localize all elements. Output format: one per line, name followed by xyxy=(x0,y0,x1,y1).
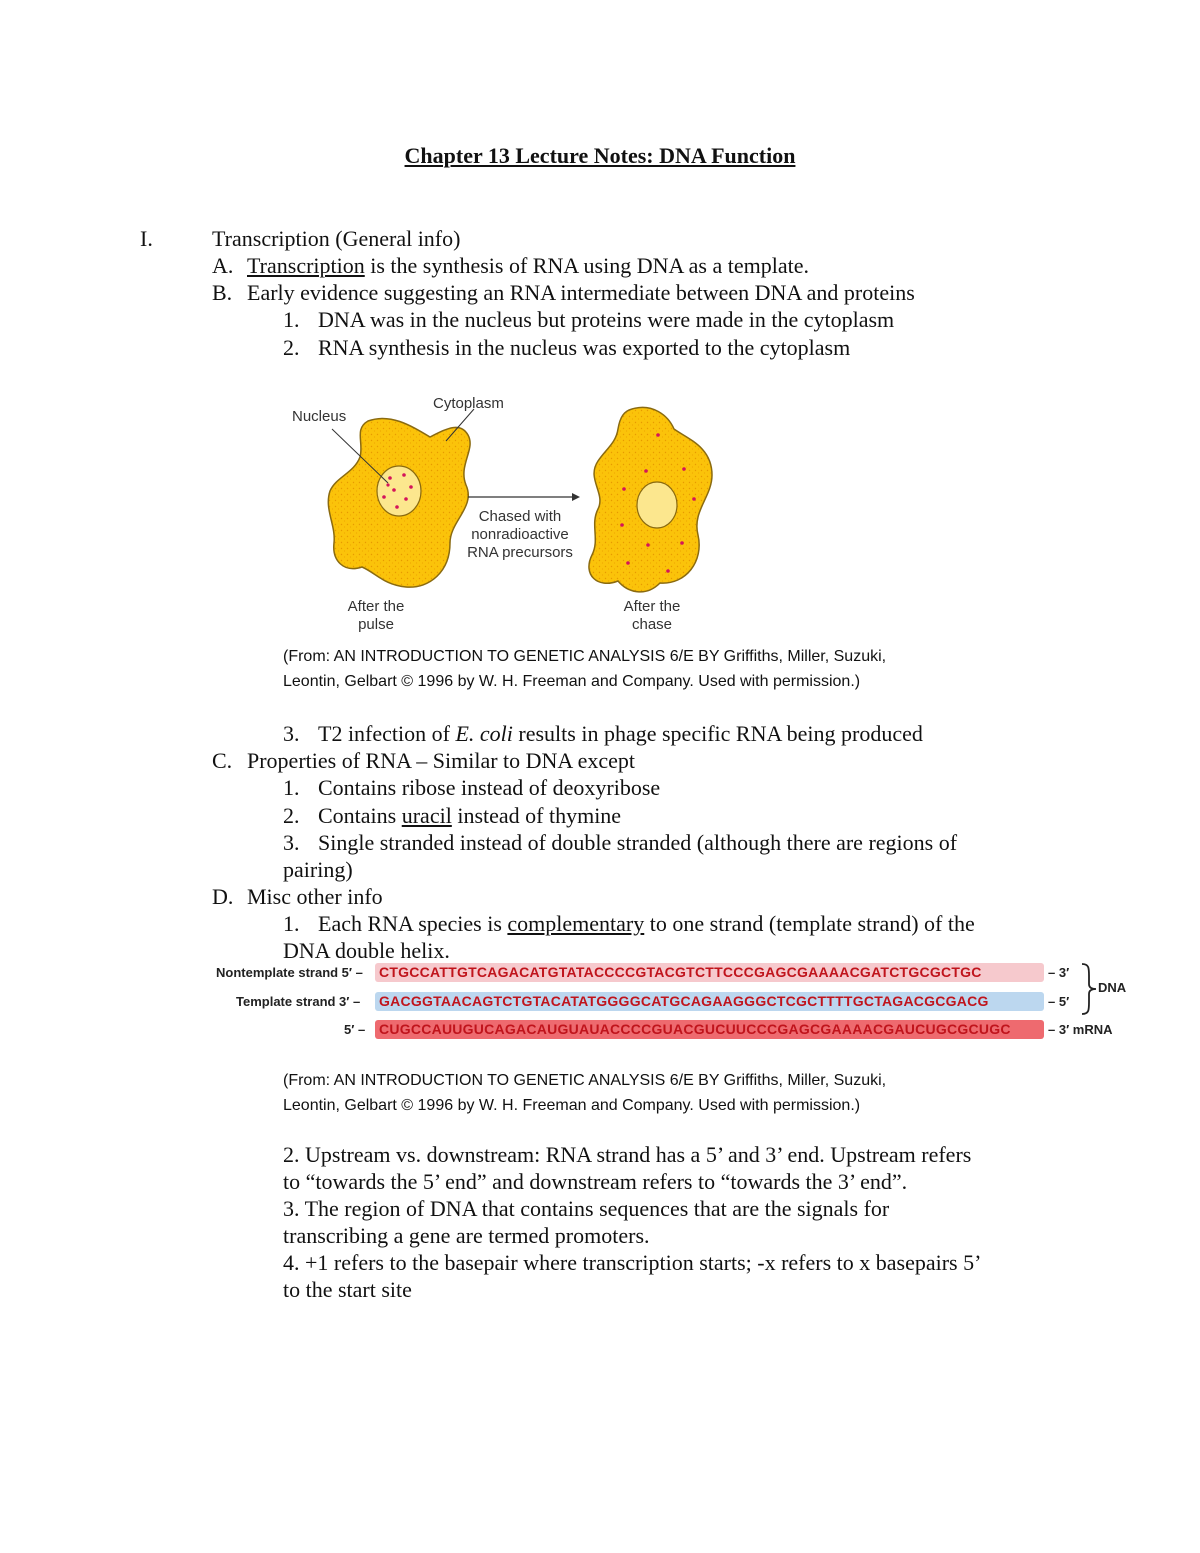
template-strand-end: – 5′ xyxy=(1048,994,1070,1009)
sub-b2-text: RNA synthesis in the nucleus was exported to the cytoplasm xyxy=(318,335,851,360)
sub-number: 1. xyxy=(283,307,300,332)
sub-number: 2. xyxy=(283,803,300,828)
template-strand-sequence: GACGGTAACAGTCTGTACATATGGGGCATGCAGAAGGGCTCGCTTTTGCTAGACGCGACG xyxy=(375,992,1044,1011)
sub-d1-line-1 xyxy=(318,910,975,937)
item-a-rest: is the synthesis of RNA using DNA as a template. xyxy=(364,253,809,278)
sub-c3-line-2: pairing) xyxy=(283,857,353,882)
sub-b1-text: DNA was in the nucleus but proteins were made in the cytoplasm xyxy=(318,307,895,332)
term-uracil: uracil xyxy=(401,803,452,828)
mrna-sequence: CUGCCAUUGUCAGACAUGUAUACCCCGUACGUCUUCCCGAGCGAAAACGAUCUGCGCUGC xyxy=(375,1020,1044,1039)
left-nucleus xyxy=(377,466,421,516)
d1-post: to one strand (template strand) of the xyxy=(644,911,975,936)
label-cytoplasm: Cytoplasm xyxy=(433,395,504,412)
sub-c1-text: Contains ribose instead of deoxyribose xyxy=(318,775,661,800)
e-coli-term: E. coli xyxy=(455,721,513,746)
item-a-text xyxy=(247,252,809,279)
template-strand-label: Template strand 3′ – xyxy=(236,994,361,1009)
item-b-text: Early evidence suggesting an RNA intermediate between DNA and proteins xyxy=(247,280,915,305)
sub-d2-line-1: 2. Upstream vs. downstream: RNA strand has a 5’ and 3’ end. Upstream refers xyxy=(283,1142,972,1167)
arrow-label-3: RNA precursors xyxy=(467,544,573,561)
right-caption-2: chase xyxy=(631,616,673,633)
section-number: I. xyxy=(140,226,153,251)
sub-b3-text xyxy=(318,720,923,747)
sub-c2-text xyxy=(318,802,621,829)
right-caption-1: After the xyxy=(623,598,681,615)
figure-credit-1-line-1: (From: AN INTRODUCTION TO GENETIC ANALYSIS 6/E BY Griffiths, Miller, Suzuki, xyxy=(283,648,887,665)
sub-number: 2. xyxy=(283,335,300,360)
b3-pre: T2 infection of xyxy=(318,721,456,746)
sub-number: 1. xyxy=(283,911,300,936)
sub-d1-line-2: DNA double helix. xyxy=(283,938,450,963)
term-transcription: Transcription xyxy=(247,253,365,278)
nontemplate-strand-label: Nontemplate strand 5′ – xyxy=(216,965,363,980)
page-title: Chapter 13 Lecture Notes: DNA Function xyxy=(404,143,796,168)
sub-d4-line-1: 4. +1 refers to the basepair where transcription starts; -x refers to x basepairs 5’ xyxy=(283,1250,982,1275)
sub-c3-line-1: Single stranded instead of double stranded (although there are regions of xyxy=(318,830,958,855)
dna-brace-icon xyxy=(1080,962,1098,1016)
sub-number: 3. xyxy=(283,830,300,855)
c2-pre: Contains xyxy=(318,803,402,828)
item-letter: A. xyxy=(212,253,234,278)
left-caption-2: pulse xyxy=(358,616,394,633)
right-nucleus xyxy=(637,482,677,528)
item-c-text: Properties of RNA – Similar to DNA except xyxy=(247,748,636,773)
figure-credit-2-line-2: Leontin, Gelbart © 1996 by W. H. Freeman and Company. Used with permission.) xyxy=(283,1097,861,1114)
figure-credit-1-line-2: Leontin, Gelbart © 1996 by W. H. Freeman and Company. Used with permission.) xyxy=(283,673,861,690)
sub-number: 3. xyxy=(283,721,300,746)
item-letter: D. xyxy=(212,884,234,909)
label-nucleus: Nucleus xyxy=(292,408,347,425)
sub-d2-line-2: to “towards the 5’ end” and downstream refers to “towards the 3’ end”. xyxy=(283,1169,908,1194)
sub-number: 1. xyxy=(283,775,300,800)
arrow-label-1: Chased with xyxy=(478,508,562,525)
item-d-text: Misc other info xyxy=(247,884,383,909)
d1-pre: Each RNA species is xyxy=(318,911,508,936)
arrow-label-2: nonradioactive xyxy=(471,526,569,543)
nontemplate-strand-sequence: CTGCCATTGTCAGACATGTATACCCCGTACGTCTTCCCGAGCGAAAACGATCTGCGCTGC xyxy=(375,963,1044,982)
sub-d4-line-2: to the start site xyxy=(283,1277,412,1302)
mrna-strand-label: 5′ – xyxy=(344,1022,366,1037)
left-caption-1: After the xyxy=(347,598,405,615)
c2-post: instead of thymine xyxy=(451,803,622,828)
sub-d3-line-2: transcribing a gene are termed promoters. xyxy=(283,1223,650,1248)
nontemplate-strand-end: – 3′ xyxy=(1048,965,1070,980)
item-letter: B. xyxy=(212,280,233,305)
section-heading: Transcription (General info) xyxy=(212,226,461,251)
mrna-strand-end: – 3′ mRNA xyxy=(1048,1022,1113,1037)
pulse-chase-figure xyxy=(280,385,740,645)
dna-label: DNA xyxy=(1098,980,1127,995)
sub-d3-line-1: 3. The region of DNA that contains sequences that are the signals for xyxy=(283,1196,890,1221)
item-letter: C. xyxy=(212,748,233,773)
b3-post: results in phage specific RNA being produced xyxy=(512,721,923,746)
figure-credit-2-line-1: (From: AN INTRODUCTION TO GENETIC ANALYSIS 6/E BY Griffiths, Miller, Suzuki, xyxy=(283,1072,887,1089)
chase-arrowhead xyxy=(572,493,580,501)
term-complementary: complementary xyxy=(507,911,645,936)
